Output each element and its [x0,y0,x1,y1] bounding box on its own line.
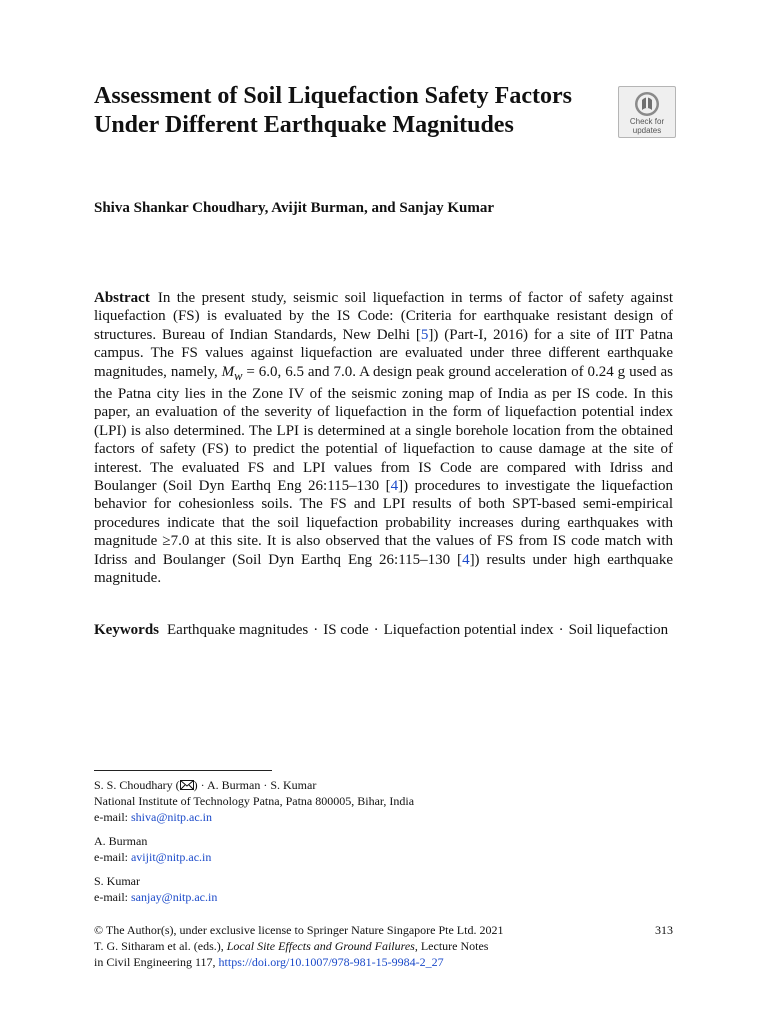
citation-link-4[interactable]: 4 [390,478,399,495]
check-for-updates-icon [634,91,660,117]
page-number: 313 [655,923,673,937]
book-title: Local Site Effects and Ground Failures [226,939,415,953]
badge-line-2: updates [632,126,662,135]
footnote-divider [94,770,272,771]
affiliation-block-2 [94,833,654,865]
email-link-kumar[interactable]: sanjay@nitp.ac.in [130,890,218,904]
mw-subscript: w [234,368,243,383]
paper-title: Assessment of Soil Liquefaction Safety Factors Under Different Earthquake Magnitudes [94,83,572,138]
editors-line: T. G. Sitharam et al. (eds.), [94,939,227,953]
series-volume: in Civil Engineering 117, [94,955,219,969]
abstract-heading: Abstract [94,290,150,306]
author-names-start: S. S. Choudhary ( [94,778,180,792]
keyword-separator: · [558,622,564,638]
envelope-icon [180,780,194,790]
citation-link-5[interactable]: 5 [420,326,429,343]
keyword: IS code [323,622,369,638]
keyword-separator: · [373,622,379,638]
series-text: , Lecture Notes [414,939,489,953]
doi-link[interactable]: https://doi.org/10.1007/978-981-15-9984-2_27 [218,955,444,969]
abstract-text-3: = 6.0, 6.5 and 7.0. A design peak ground acceleration of 0.24 g used as the Patna city lies in the Zone IV of the seismic zoning map of India as per IS code. In this paper, an evaluation of the severity of liquefaction in the form of liquefaction potential index (LPI) is also determined. The LPI is determined at a single borehole location from the obtained factors of safety (FS) to predict the potential of liquefaction to cause damage at the site of interest. The evaluated FS and LPI values from IS Code are compared with Idriss and Boulanger (Soil Dyn Earthq Eng 26:115–130 [ [94,363,673,495]
abstract-text-1: In the present study, seismic soil liquefaction in terms of factor of safety against liquefaction (FS) is evaluated by the IS Code: (Criteria for earthquake resistant design of structures. Bureau of Indian Standards, New Delhi [ [94,290,673,343]
copyright-footer [94,922,654,970]
email-label: e-mail: [94,890,131,904]
email-label: e-mail: [94,850,131,864]
abstract-text-5: ]) results under high earthquake magnitude. [94,551,673,587]
author-name-kumar: S. Kumar [94,874,140,888]
email-link-choudhary[interactable]: shiva@nitp.ac.in [130,810,213,824]
abstract-text-4: ]) procedures to investigate the liquefaction behavior for cohesionless soils. The FS and LPI results of both SPT-based semi-empirical procedures indicate that the soil liquefaction probability increases during earthquakes with magnitude ≥7.0 at this site. It is also observed that the values of FS from IS code match with Idriss and Boulanger (Soil Dyn Earthq Eng 26:115–130 [ [94,478,673,568]
email-label: e-mail: [94,810,131,824]
check-for-updates-badge[interactable] [618,86,676,138]
keywords [94,621,673,639]
citation-link-4-second[interactable]: 4 [462,551,470,568]
email-link-burman[interactable]: avijit@nitp.ac.in [130,850,212,864]
institution: National Institute of Technology Patna, Patna 800005, Bihar, India [94,794,415,808]
keyword-separator: · [313,622,319,638]
author-names-end: ) · A. Burman · S. Kumar [193,778,317,792]
affiliation-block-1 [94,777,654,825]
mw-variable: M [221,363,235,380]
keyword: Earthquake magnitudes [167,622,309,638]
badge-line-1: Check for [629,117,665,126]
keywords-heading: Keywords [94,622,159,638]
keyword: Liquefaction potential index [383,622,554,638]
affiliation-block-3 [94,873,654,905]
abstract [94,289,673,588]
keyword: Soil liquefaction [568,622,669,638]
author-name-burman: A. Burman [94,834,148,848]
copyright-line: © The Author(s), under exclusive license to Springer Nature Singapore Pte Ltd. 2021 [94,923,504,937]
abstract-text-2: ]) (Part-I, 2016) for a site of IIT Patna campus. The FS values against liquefaction are evaluated under three different earthquake magnitudes, namely, [94,326,673,380]
author-list: Shiva Shankar Choudhary, Avijit Burman, and Sanjay Kumar [94,200,494,216]
